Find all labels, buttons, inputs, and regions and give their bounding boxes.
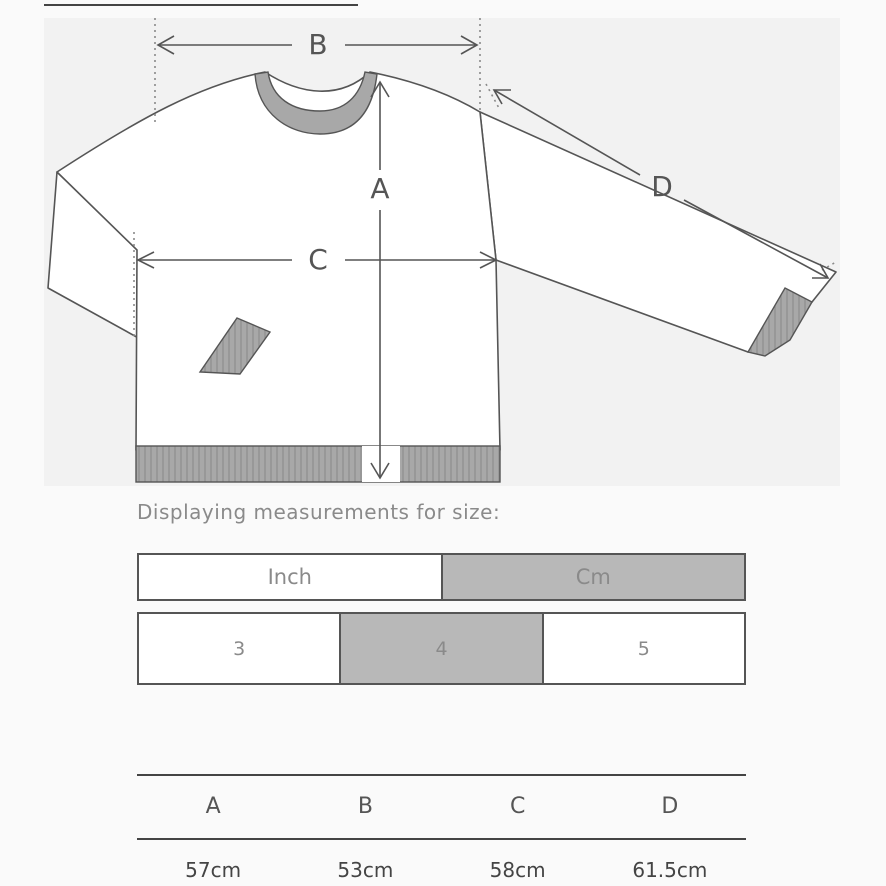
measurement-value-c: 58cm — [489, 858, 546, 882]
dimension-label-b: B — [308, 28, 328, 61]
dimension-label-d: D — [651, 170, 673, 203]
measurements-middle-divider — [137, 838, 746, 840]
dimension-label-c: C — [308, 243, 328, 276]
size-option-4[interactable]: 4 — [339, 614, 541, 683]
measurement-header-c: C — [509, 794, 526, 819]
measurement-value-d: 61.5cm — [632, 858, 708, 882]
size-caption: Displaying measurements for size: — [137, 500, 501, 524]
measurement-value-b: 53cm — [337, 858, 394, 882]
unit-toggle-cm[interactable]: Cm — [441, 555, 745, 599]
dimension-label-a: A — [370, 172, 390, 205]
size-option-3[interactable]: 3 — [139, 614, 339, 683]
measurements-value-row — [137, 858, 746, 882]
measurements-header-row — [137, 794, 746, 819]
measurement-header-b: B — [357, 794, 373, 819]
unit-toggle-inch[interactable]: Inch — [139, 555, 441, 599]
sweater-outline — [48, 72, 836, 450]
size-selector-group — [137, 612, 746, 685]
measurement-header-a: A — [205, 794, 221, 819]
measurements-top-divider — [137, 774, 746, 776]
unit-toggle-group — [137, 553, 746, 601]
measurement-header-d: D — [661, 794, 679, 819]
measurement-value-a: 57cm — [185, 858, 242, 882]
size-option-5[interactable]: 5 — [542, 614, 744, 683]
